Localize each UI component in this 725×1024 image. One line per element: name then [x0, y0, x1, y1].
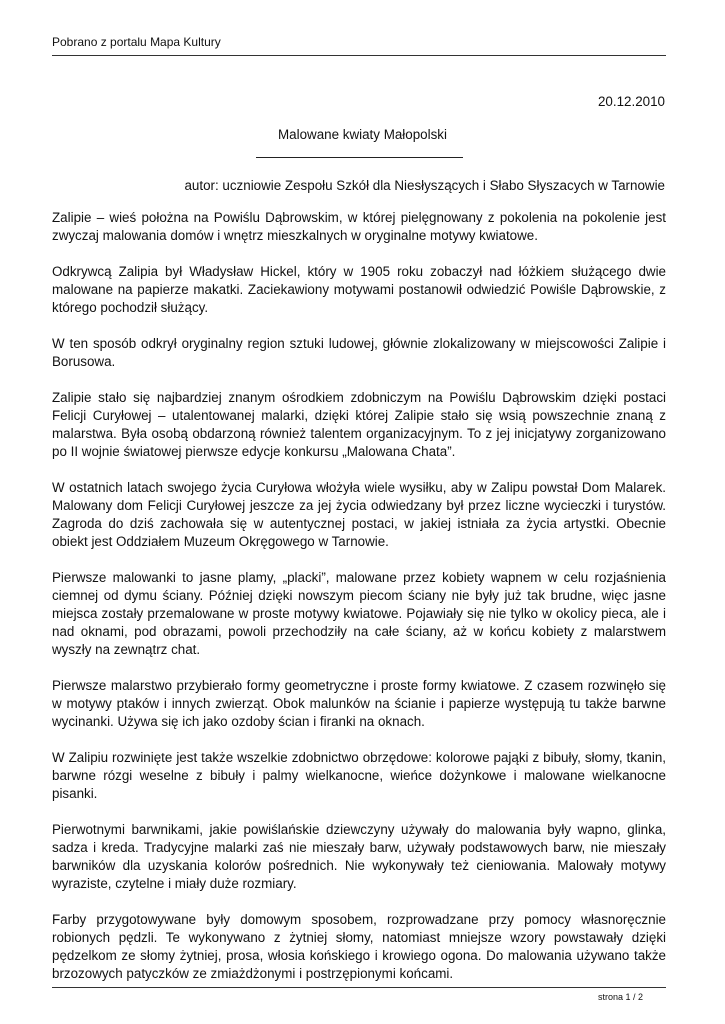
- footer-divider: [52, 987, 666, 988]
- paragraph: W Zalipiu rozwinięte jest także wszelkie zdobnictwo obrzędowe: kolorowe pająki z bibuły, słomy, tkanin, barwne rózgi weselne z bibuły i palmy wielkanocne, wieńce dożynkowe i malowane wielkanocne pisanki.: [52, 750, 666, 801]
- document-date: 20.12.2010: [597, 94, 665, 109]
- header-divider: [52, 55, 666, 56]
- paragraph: Zalipie stało się najbardziej znanym ośrodkiem zdobniczym na Powiślu Dąbrowskim dzięki postaci Felicji Curyłowej – utalentowanej malarki, dzięki której Zalipie stało się wsią powszechnie znaną z malarstwa. Była osobą obdarzoną również talentem organizacyjnym. To z jej inicjatywy zorganizowano po II wojnie światowej pierwsze edycje konkursu „Malowana Chata”.: [52, 390, 666, 459]
- paragraph: Farby przygotowywane były domowym sposobem, rozprowadzane przy pomocy własnoręcznie robionych pędzli. Te wykonywano z żytniej słomy, natomiast mniejsze wzory powstawały dzięki pędzelkom ze słomy żytniej, prosa, włosia końskiego i krowiego ogona. Do malowania używano także brzozowych patyczków ze zmiażdżonymi i postrzępionymi końcami.: [52, 912, 666, 981]
- header-source: Pobrano z portalu Mapa Kultury: [52, 35, 221, 49]
- paragraph: Odkrywcą Zalipia był Władysław Hickel, który w 1905 roku zobaczył nad łóżkiem służącego dwie malowane na papierze makatki. Zaciekawiony motywami postanowił odwiedzić Powiśle Dąbrowskie, z którego pochodził służący.: [52, 264, 666, 315]
- document-author: autor: uczniowie Zespołu Szkół dla Niesłyszących i Słabo Słyszacych w Tarnowie: [184, 178, 665, 193]
- paragraph: W ostatnich latach swojego życia Curyłowa włożyła wiele wysiłku, aby w Zalipu powstał Dom Malarek. Malowany dom Felicji Curyłowej jeszcze za jej życia odwiedzany był przez liczne wycieczki i turystów. Zagroda do dziś zachowała się w autentycznej postaci, w jakiej istniała za życia artystki. Obecnie obiekt jest Oddziałem Muzeum Okręgowego w Tarnowie.: [52, 480, 666, 549]
- title-underline: [256, 157, 463, 158]
- paragraph: W ten sposób odkrył oryginalny region sztuki ludowej, głównie zlokalizowany w miejscowości Zalipie i Borusowa.: [52, 336, 666, 369]
- paragraph: Zalipie – wieś położna na Powiślu Dąbrowskim, w której pielęgnowany z pokolenia na pokolenie jest zwyczaj malowania domów i wnętrz mieszkalnych w oryginalne motywy kwiatowe.: [52, 210, 666, 243]
- paragraph: Pierwotnymi barwnikami, jakie powiślańskie dziewczyny używały do malowania były wapno, glinka, sadza i kreda. Tradycyjne malarki zaś nie mieszały barw, używały podstawowych barw, nie mieszały barwników dla uzyskania kolorów pośrednich. Nie wykonywały też cieniowania. Malowały motywy wyraziste, czytelne i miały duże rozmiary.: [52, 822, 666, 891]
- page-number: strona 1 / 2: [597, 992, 643, 1002]
- document-title: Malowane kwiaty Małopolski: [278, 127, 447, 142]
- paragraph: Pierwsze malowanki to jasne plamy, „placki”, malowane przez kobiety wapnem w celu rozjaśnienia ciemnej od dymu ściany. Później dzięki nowszym piecom ściany nie były już tak brudne, więc jasne miejsca zostały przemalowane w proste motywy kwiatowe. Pojawiały się nie tylko w okolicy pieca, ale i nad oknami, pod obrazami, powoli przechodziły na całe ściany, aż w końcu kobiety z malarstwem wyszły na zewnątrz chat.: [52, 570, 666, 657]
- document-body: [52, 209, 666, 1001]
- paragraph: Pierwsze malarstwo przybierało formy geometryczne i proste formy kwiatowe. Z czasem rozwinęło się w motywy ptaków i innych zwierząt. Obok malunków na ścianie i papierze występują tu także barwne wycinanki. Używa się ich jako ozdoby ścian i firanki na oknach.: [52, 678, 666, 729]
